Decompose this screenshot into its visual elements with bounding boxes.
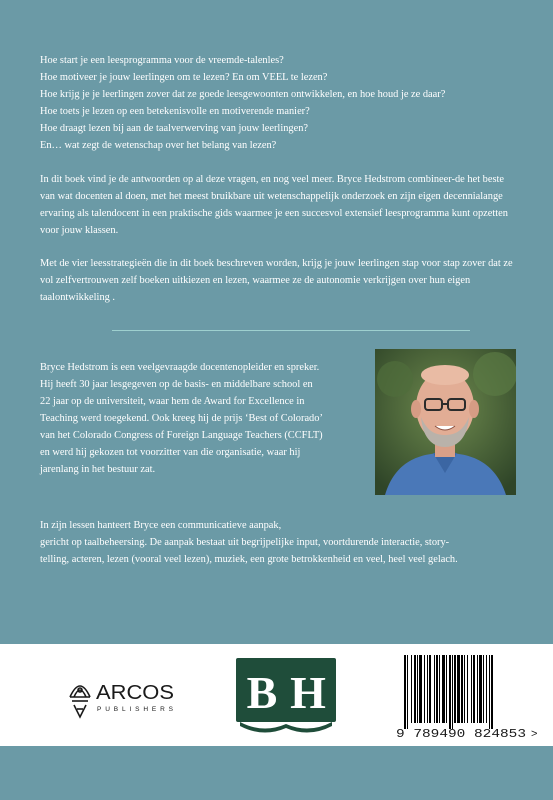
bio-line: 22 jaar op de universiteit, waar hem de Award for Excellence in (40, 396, 305, 407)
barcode-bar (424, 655, 425, 723)
barcode-bar (417, 655, 418, 723)
barcode-bar (471, 655, 472, 723)
barcode-bar (442, 655, 445, 723)
barcode-bar (439, 655, 440, 723)
question-line: Hoe draagt lezen bij aan de taalverwerving van jouw leerlingen? (40, 123, 309, 134)
barcode-bar (467, 655, 468, 723)
barcode-digits: 9 789490 824853 (396, 728, 527, 741)
approach-line: gericht op taalbeheersing. De aanpak bestaat uit begrijpelijke input, voortdurende interactie, story- (40, 537, 450, 548)
arcos-emblem-icon (70, 686, 90, 717)
question-line: En… wat zegt de wetenschap over het belang van lezen? (40, 140, 277, 151)
barcode-bar (429, 655, 431, 723)
barcode-bar (414, 655, 416, 723)
bio-line: Hij heeft 30 jaar lesgegeven op de basis- en middelbare school en (40, 379, 313, 390)
question-line: Hoe motiveer je jouw leerlingen om te lezen? En om VEEL te lezen? (40, 72, 328, 83)
barcode-bar (483, 655, 484, 723)
approach-line: telling, acteren, lezen (vooral veel lezen), muziek, een grote betrokkenheid en veel, heel veel gelach. (40, 554, 458, 565)
barcode-bar (452, 655, 453, 729)
barcode-bar (434, 655, 435, 723)
barcode-bar (473, 655, 475, 723)
question-line: Hoe start je een leesprogramma voor de vreemde-talenles? (40, 55, 284, 66)
barcode-bar (411, 655, 412, 723)
barcode-bar (419, 655, 422, 723)
bio-line: en werd hij gekozen tot voorzitter van die organisatie, waar hij (40, 447, 301, 458)
barcode-bar (479, 655, 482, 723)
bio-line: jarenlang in het bestuur zat. (40, 464, 156, 475)
bh-letter-h: H (290, 667, 326, 718)
barcode-bar (449, 655, 451, 729)
barcode-bar (404, 655, 406, 729)
author-bio (40, 359, 365, 478)
question-line: Hoe krijg je je leerlingen zover dat ze goede leesgewoonten ontwikkelen, en hoe houd je ze daar? (40, 89, 446, 100)
barcode-bar (491, 655, 493, 729)
approach-paragraph (40, 517, 518, 568)
barcode-bar (454, 655, 456, 723)
barcode-bar (464, 655, 465, 723)
barcode-bar (461, 655, 463, 723)
barcode-bar (457, 655, 460, 723)
barcode-bar (477, 655, 478, 723)
barcode-bar (427, 655, 428, 723)
arcos-name: ARCOS (96, 682, 174, 704)
bio-line: Teaching werd toegekend. Ook kreeg hij de prijs ‘Best of Colorado’ (40, 413, 323, 424)
intro-paragraph: In dit boek vind je de antwoorden op al deze vragen, en nog veel meer. Bryce Hedstrom combineer-de het beste van wat docenten al doen, met het meest bruikbare uit wetenschappelijk onderzoek en zijn eigen decennialange ervaring als talendocent in een praktische gids waarmee je een succesvol extensief leesprogramma kunt opzetten voor jouw klassen. (40, 174, 508, 236)
approach-line: In zijn lessen hanteert Bryce een communicatieve aanpak, (40, 520, 282, 531)
barcode-bar (407, 655, 408, 729)
isbn-barcode (392, 651, 544, 741)
bio-line: Bryce Hedstrom is een veelgevraagde docentenopleider en spreker. (40, 362, 320, 373)
arcos-publishers-logo (66, 665, 186, 725)
strategies-paragraph: Met de vier leesstrategieën die in dit boek beschreven worden, krijg je jouw leerlingen stap voor stap zover dat ze vol zelfvertrouwen zelf boeken uitkiezen en lezen, waarmee ze de autonomie verkrijgen over hun eigen taalontwikkeling . (40, 258, 513, 303)
section-divider (112, 330, 470, 331)
bh-logo (236, 658, 336, 734)
author-photo (375, 349, 516, 495)
bio-line: van het Colorado Congress of Foreign Language Teachers (CCFLT) (40, 430, 323, 441)
barcode-bar (489, 655, 490, 729)
question-line: Hoe toets je lezen op een betekenisvolle en motiverende manier? (40, 106, 310, 117)
arcos-sub: PUBLISHERS (97, 706, 173, 713)
question-list (40, 52, 520, 154)
barcode-bar (486, 655, 487, 723)
bh-letter-b: B (246, 667, 278, 718)
barcode-arrow: > (531, 728, 538, 740)
barcode-bar (446, 655, 447, 723)
barcode-bar (436, 655, 438, 723)
